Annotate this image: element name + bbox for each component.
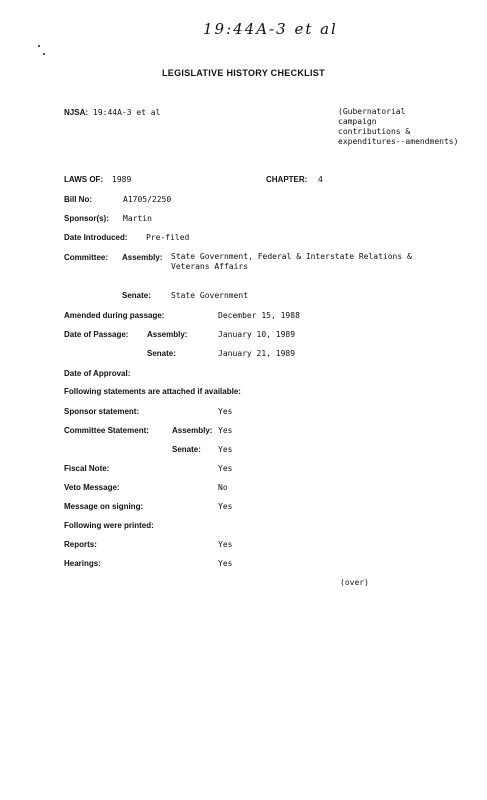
reports-label: Reports: — [64, 540, 97, 549]
njsa-label: NJSA: — [64, 108, 89, 117]
committee-senate-label: Senate: — [122, 291, 151, 300]
amended-value: December 15, 1988 — [218, 311, 300, 320]
subject-line: (Gubernatorial — [338, 107, 406, 116]
passage-assembly-label: Assembly: — [147, 330, 188, 339]
committee-assembly-value — [171, 252, 412, 272]
njsa-value: 19:44A-3 et al — [93, 108, 161, 117]
chapter-label: CHAPTER: — [266, 175, 308, 184]
passage-senate-label: Senate: — [147, 349, 176, 358]
veto-message-label: Veto Message: — [64, 483, 120, 492]
message-on-signing-value: Yes — [218, 502, 233, 511]
committee-statement-assembly-value: Yes — [218, 426, 233, 435]
passage-assembly-value: January 10, 1989 — [218, 330, 296, 339]
committee-assembly-line: State Government, Federal & Interstate Relations & — [171, 252, 412, 261]
subject-line: expenditures--amendments) — [338, 137, 459, 146]
scan-speck — [38, 45, 40, 47]
laws-of-value: 1989 — [112, 175, 132, 184]
date-of-approval-label: Date of Approval: — [64, 369, 131, 378]
statements-heading: Following statements are attached if available: — [64, 387, 241, 396]
hearings-value: Yes — [218, 559, 233, 568]
page-over-note: (over) — [340, 578, 369, 587]
handwritten-reference: 19:44A-3 et al — [203, 20, 338, 38]
bill-no-value: A1705/2250 — [123, 195, 172, 204]
committee-senate-value: State Government — [171, 291, 249, 300]
fiscal-note-label: Fiscal Note: — [64, 464, 110, 473]
passage-senate-value: January 21, 1989 — [218, 349, 296, 358]
sponsor-statement-label: Sponsor statement: — [64, 407, 140, 416]
date-of-passage-label: Date of Passage: — [64, 330, 129, 339]
message-on-signing-label: Message on signing: — [64, 502, 144, 511]
sponsor-label: Sponsor(s): — [64, 214, 109, 223]
chapter-value: 4 — [318, 175, 323, 184]
reports-value: Yes — [218, 540, 233, 549]
sponsor-value: Martin — [123, 214, 152, 223]
committee-statement-label: Committee Statement: — [64, 426, 149, 435]
veto-message-value: No — [218, 483, 228, 492]
amended-label: Amended during passage: — [64, 311, 165, 320]
subject-line: contributions & — [338, 127, 411, 136]
hearings-label: Hearings: — [64, 559, 101, 568]
date-introduced-value: Pre-filed — [146, 233, 190, 242]
committee-statement-senate-label: Senate: — [172, 445, 201, 454]
committee-assembly-line: Veterans Affairs — [171, 262, 249, 271]
date-introduced-label: Date Introduced: — [64, 233, 128, 242]
subject-line: campaign — [338, 117, 377, 126]
document-title: LEGISLATIVE HISTORY CHECKLIST — [162, 68, 325, 78]
sponsor-statement-value: Yes — [218, 407, 233, 416]
committee-statement-senate-value: Yes — [218, 445, 233, 454]
laws-of-label: LAWS OF: — [64, 175, 104, 184]
fiscal-note-value: Yes — [218, 464, 233, 473]
committee-assembly-label: Assembly: — [122, 253, 163, 262]
committee-label: Committee: — [64, 253, 109, 262]
committee-statement-assembly-label: Assembly: — [172, 426, 213, 435]
subject-block — [338, 107, 458, 147]
scan-speck — [43, 53, 45, 55]
bill-no-label: Bill No: — [64, 195, 92, 204]
printed-heading: Following were printed: — [64, 521, 154, 530]
